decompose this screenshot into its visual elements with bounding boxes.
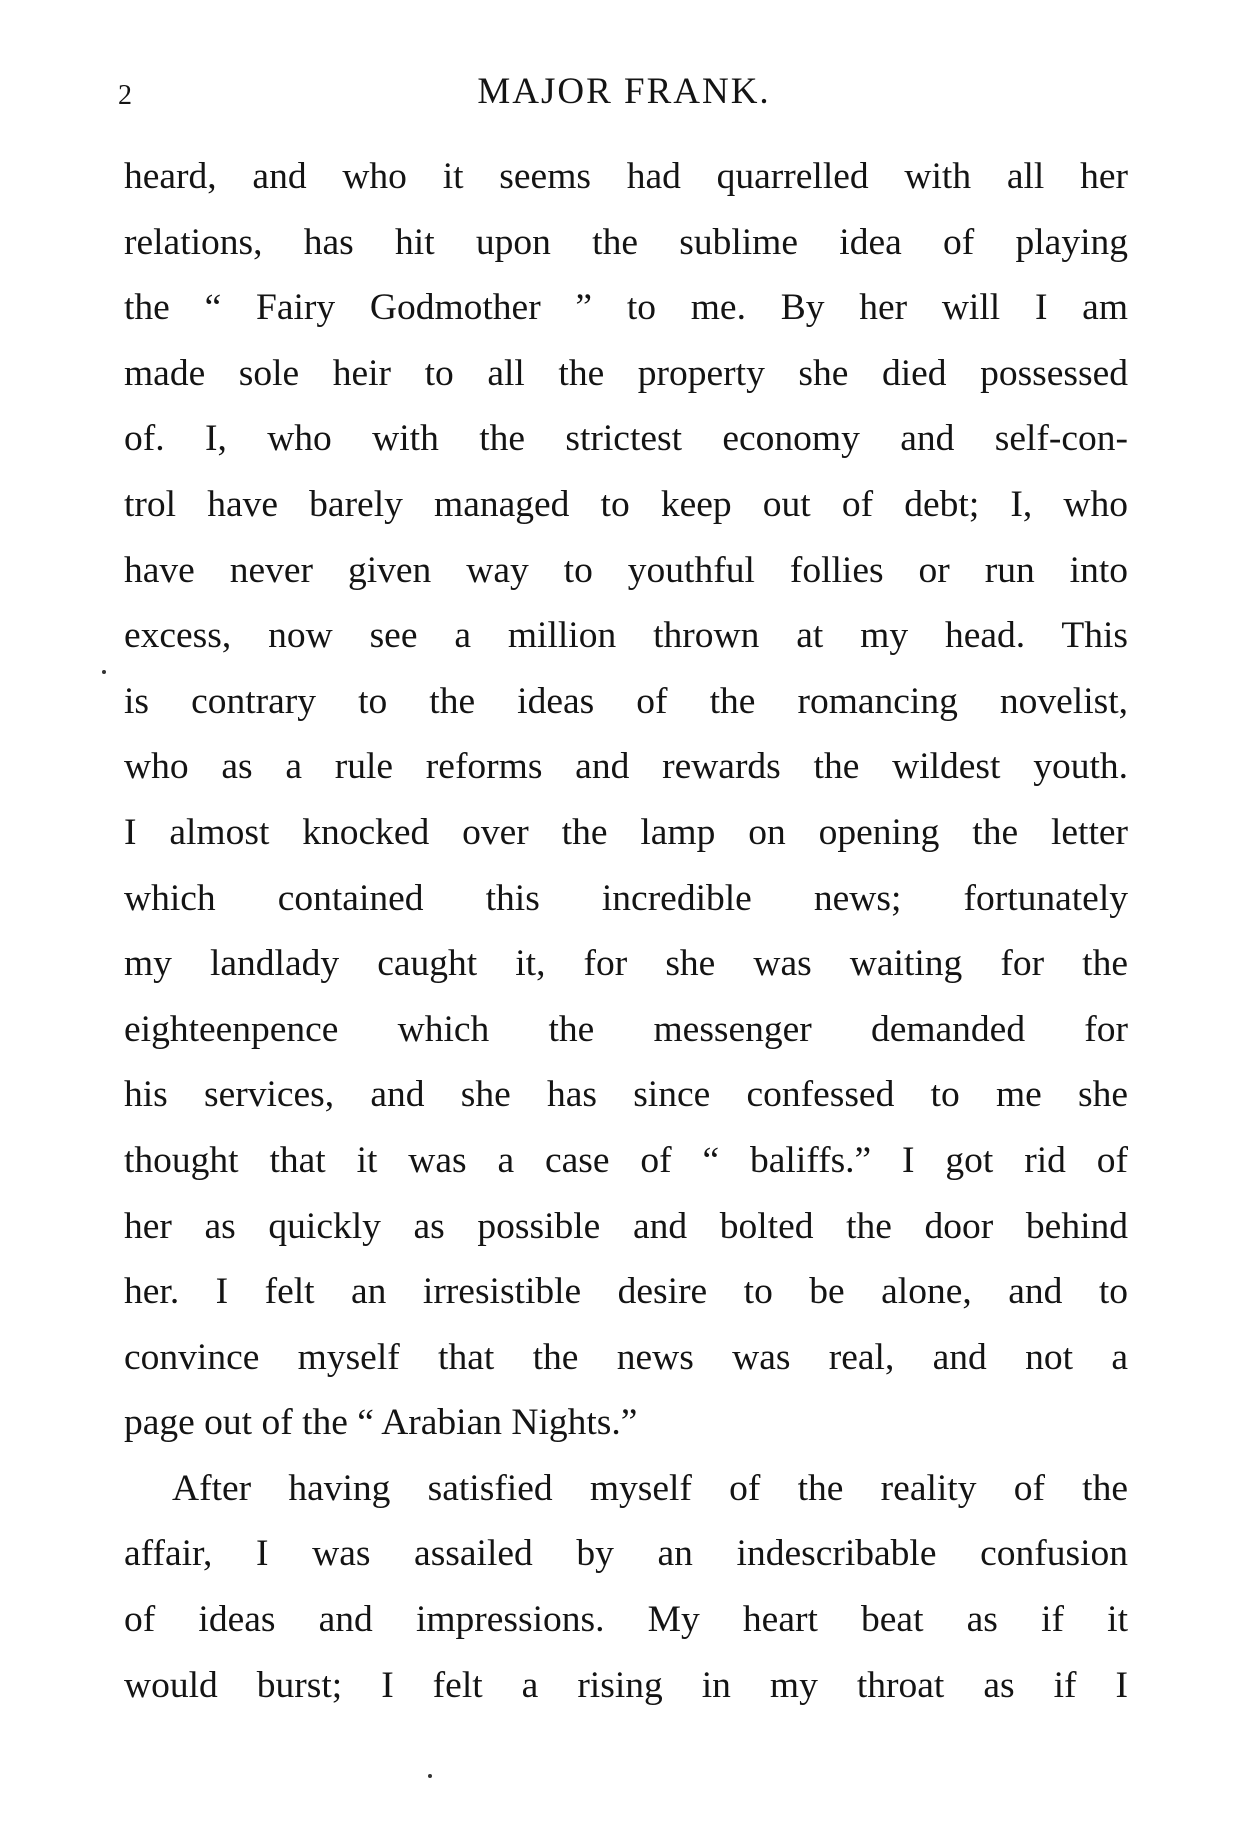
text-line: of ideas and impressions. My heart beat as if it	[124, 1599, 1128, 1641]
text-line: her as quickly as possible and bolted the door behind	[124, 1205, 1128, 1247]
text-line: the “ Fairy Godmother ” to me. By her will I am	[124, 287, 1128, 329]
ink-speck	[428, 1774, 432, 1778]
page-number: 2	[118, 80, 132, 111]
text-line: made sole heir to all the property she died possessed	[124, 352, 1128, 394]
text-line: which contained this incredible news; fortunately	[124, 877, 1128, 919]
text-line: After having satisfied myself of the reality of the	[172, 1467, 1128, 1509]
text-line: excess, now see a million thrown at my head. This	[124, 615, 1128, 657]
paragraph-2	[124, 1456, 1128, 1718]
text-line: his services, and she has since confessed to me she	[124, 1074, 1128, 1116]
text-line: my landlady caught it, for she was waiting for the	[124, 943, 1128, 985]
text-line: her. I felt an irresistible desire to be alone, and to	[124, 1271, 1128, 1313]
text-line: of. I, who with the strictest economy and self-con-	[124, 418, 1128, 460]
text-line: is contrary to the ideas of the romancing novelist,	[124, 680, 1128, 722]
text-line: heard, and who it seems had quarrelled with all her	[124, 156, 1128, 197]
text-line: relations, has hit upon the sublime idea of playing	[124, 221, 1128, 263]
text-line: page out of the “ Arabian Nights.”	[124, 1402, 638, 1444]
running-title: MAJOR FRANK.	[477, 71, 771, 112]
text-line: I almost knocked over the lamp on opening the letter	[124, 811, 1128, 853]
text-line: trol have barely managed to keep out of debt; I, who	[124, 483, 1128, 525]
text-line: affair, I was assailed by an indescribable confusion	[124, 1533, 1128, 1575]
paragraph-1	[124, 144, 1128, 1456]
text-line: convince myself that the news was real, and not a	[124, 1336, 1128, 1378]
ink-speck	[102, 670, 106, 674]
body-text	[124, 144, 1128, 1718]
page-header	[118, 70, 1130, 120]
text-line: thought that it was a case of “ baliffs.” I got rid of	[124, 1139, 1128, 1181]
text-line: have never given way to youthful follies or run into	[124, 549, 1128, 591]
text-line: who as a rule reforms and rewards the wildest youth.	[124, 746, 1128, 788]
text-line: would burst; I felt a rising in my throat as if I	[124, 1664, 1128, 1706]
text-line: eighteenpence which the messenger demanded for	[124, 1008, 1128, 1050]
